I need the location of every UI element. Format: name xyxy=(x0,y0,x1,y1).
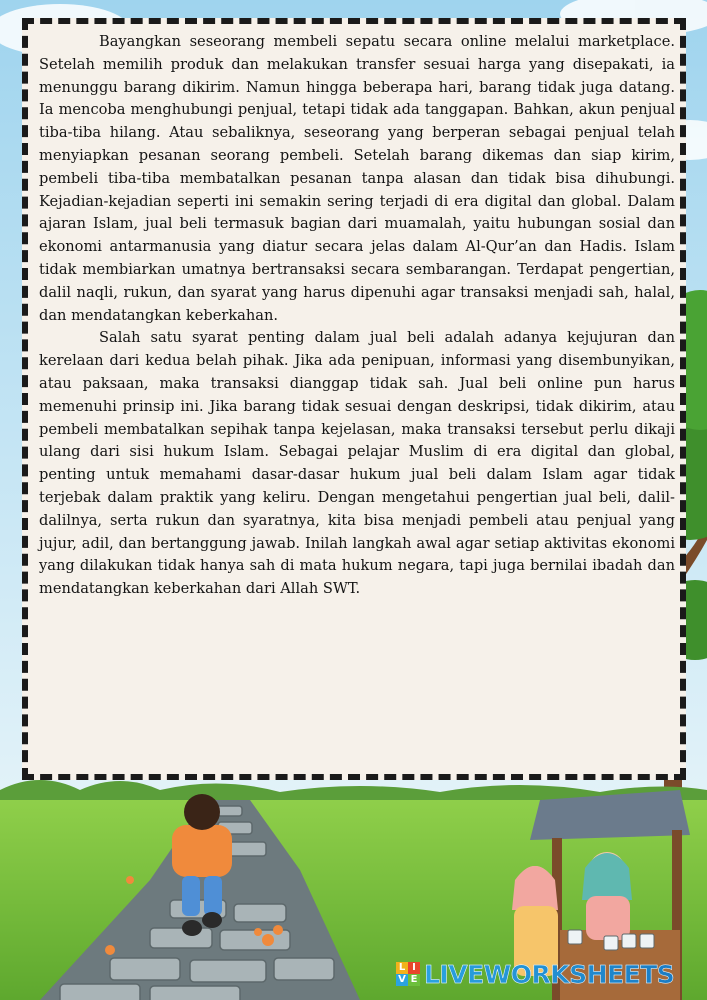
liveworksheets-logo xyxy=(396,955,674,993)
liveworksheets-mark-icon xyxy=(396,962,420,986)
paragraph-1: Bayangkan seseorang membeli sepatu secara online melalui marketplace. Setelah memilih produk dan melakukan transfer sesuai harga yang disepakati, ia menunggu barang dikirim. Namun hingga beberapa hari, barang tidak juga datang. Ia mencoba menghubungi penjual, tetapi tidak ada tanggapan. Bahkan, akun penjual tiba-tiba hilang. Atau sebaliknya, seseorang yang berperan sebagai penjual telah menyiapkan pesanan seorang pembeli. Setelah barang dikemas dan siap kirim, pembeli tiba-tiba membatalkan pesanan tanpa alasan dan tidak bisa dihubungi. Kejadian-kejadian seperti ini semakin sering terjadi di era digital dan global. Dalam ajaran Islam, jual beli termasuk bagian dari muamalah, yaitu hubungan sosial dan ekonomi antarmanusia yang diatur secara jelas dalam Al-Qur’an dan Hadis. Islam tidak membiarkan umatnya bertransaksi secara sembarangan. Terdapat pengertian, dalil naqli, rukun, dan syarat yang harus dipenuhi agar transaksi menjadi sah, halal, dan mendatangkan keberkahan. xyxy=(39,33,675,324)
reading-text-card xyxy=(22,18,686,780)
mark-letter: L xyxy=(396,962,408,974)
mark-letter: E xyxy=(408,974,420,986)
paragraph-2: Salah satu syarat penting dalam jual beli adalah adanya kejujuran dan kerelaan dari kedua belah pihak. Jika ada penipuan, informasi yang disembunyikan, atau paksaan, maka transaksi dianggap tidak sah. Jual beli online pun harus memenuhi prinsip ini. Jika barang tidak sesuai dengan deskripsi, tidak dikirim, atau pembeli membatalkan sepihak tanpa kejelasan, maka transaksi tersebut perlu dikaji ulang dari sisi hukum Islam. Sebagai pelajar Muslim di era digital dan global, penting untuk memahami dasar-dasar hukum jual beli dalam Islam agar tidak terjebak dalam praktik yang keliru. Dengan mengetahui pengertian jual beli, dalil-dalilnya, serta rukun dan syaratnya, kita bisa menjadi pembeli atau penjual yang jujur, adil, dan bertanggung jawab. Inilah langkah awal agar setiap aktivitas ekonomi yang dilakukan tidak hanya sah di mata hukum negara, tapi juga bernilai ibadah dan mendatangkan keberkahan dari Allah SWT. xyxy=(39,329,675,598)
liveworksheets-wordmark: LIVEWORKSHEETS xyxy=(424,959,675,989)
mark-letter: V xyxy=(396,974,408,986)
mark-letter: I xyxy=(408,962,420,974)
seller-character xyxy=(582,852,632,940)
reading-text xyxy=(39,31,675,601)
